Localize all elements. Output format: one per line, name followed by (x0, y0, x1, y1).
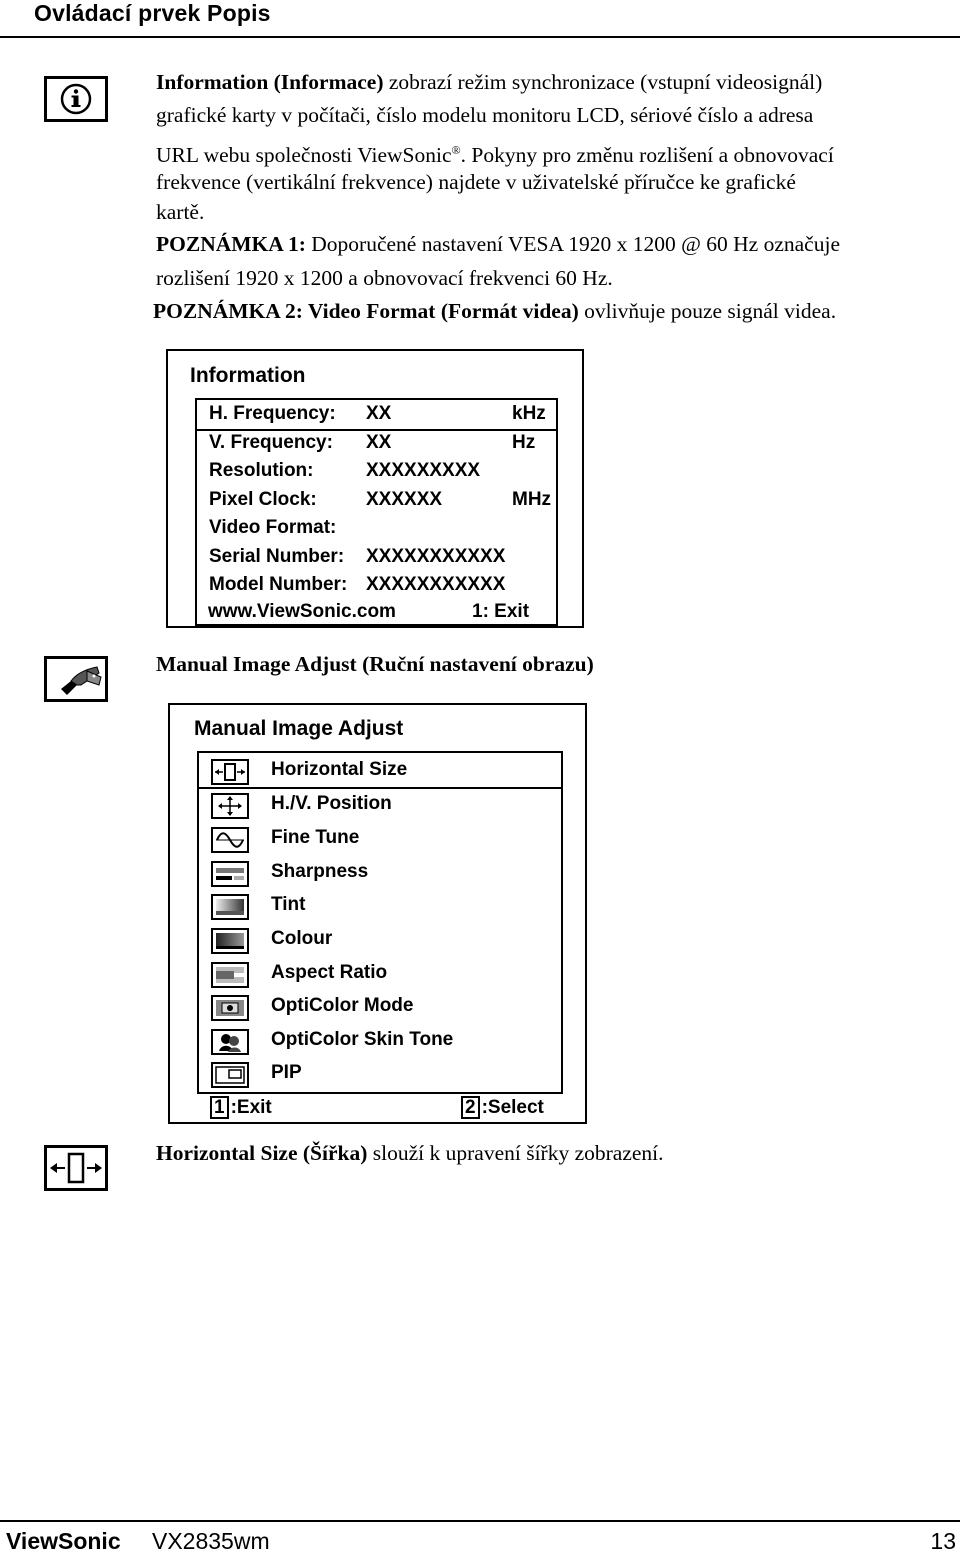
info-icon (44, 76, 108, 122)
page-number: 13 (930, 1528, 956, 1553)
horizontal-size-description: Horizontal Size (Šířka) slouží k upravení šířky zobrazení. (156, 1141, 664, 1165)
information-osd-table (195, 398, 558, 626)
info-row-video-format: Video Format: (209, 517, 337, 538)
menu-item-horizontal-size[interactable]: Horizontal Size (211, 757, 551, 787)
info-row-pixel-clock: Pixel Clock: XXXXXX MHz (209, 489, 552, 510)
viewsonic-url: www.ViewSonic.com (208, 601, 396, 622)
info-exit-hint: 1: Exit (472, 601, 530, 622)
footer-brand: ViewSonic (6, 1528, 121, 1553)
aspect-ratio-icon (211, 962, 249, 988)
page-header (0, 0, 960, 38)
note-1-line-1: POZNÁMKA 1: Doporučené nastavení VESA 1920 x 1200 @ 60 Hz označuje (156, 232, 840, 256)
info-row-v-frequency: V. Frequency: XX Hz (209, 432, 536, 453)
manual-image-adjust-osd-title: Manual Image Adjust (194, 717, 404, 740)
move-arrows-icon (211, 793, 249, 819)
manual-image-adjust-menu-list (197, 751, 563, 1094)
colour-gradient-icon (211, 928, 249, 954)
info-line-1: Information (Informace) zobrazí režim synchronizace (vstupní videosignál) (156, 70, 823, 94)
note-2-line: POZNÁMKA 2: Video Format (Formát videa) ovlivňuje pouze signál videa. (153, 299, 837, 323)
hand-adjust-icon (44, 656, 108, 702)
tint-gradient-icon (211, 894, 249, 920)
menu-item-aspect-ratio[interactable]: Aspect Ratio (211, 960, 551, 990)
note-1-line-2: rozlišení 1920 x 1200 a obnovovací frekvenci 60 Hz. (156, 266, 613, 290)
menu-item-pip[interactable]: PIP (211, 1060, 551, 1090)
sine-wave-icon (211, 827, 249, 853)
info-row-model-number: Model Number: XXXXXXXXXXX (209, 574, 506, 595)
pip-icon (211, 1062, 249, 1088)
horizontal-size-icon (211, 759, 249, 785)
manual-image-adjust-osd-panel (168, 703, 587, 1124)
info-line-3: URL webu společnosti ViewSonic®. Pokyny pro změnu rozlišení a obnovovací (156, 143, 834, 168)
opticolor-mode-icon (211, 995, 249, 1021)
information-osd-title: Information (190, 364, 306, 387)
header-title: Ovládací prvek Popis (34, 0, 271, 26)
select-key: 2 (461, 1096, 480, 1119)
information-osd-divider (197, 429, 556, 431)
horizontal-size-section-icon (44, 1145, 108, 1191)
menu-item-colour[interactable]: Colour (211, 926, 551, 956)
sharpness-icon (211, 861, 249, 887)
info-row-resolution: Resolution: XXXXXXXXX (209, 460, 481, 481)
menu-item-opticolor-mode[interactable]: OptiColor Mode (211, 993, 551, 1023)
skin-tone-icon (211, 1029, 249, 1055)
menu-item-opticolor-skin-tone[interactable]: OptiColor Skin Tone (211, 1027, 551, 1057)
menu-item-fine-tune[interactable]: Fine Tune (211, 825, 551, 855)
menu-item-hv-position[interactable]: H./V. Position (211, 791, 551, 821)
info-line-5: kartě. (156, 200, 205, 224)
footer-model: VX2835wm (152, 1528, 270, 1553)
menu-item-sharpness[interactable]: Sharpness (211, 859, 551, 889)
menu-item-tint[interactable]: Tint (211, 892, 551, 922)
information-osd-panel (166, 349, 584, 628)
info-line-2: grafické karty v počítači, číslo modelu monitoru LCD, sériové číslo a adresa (156, 103, 814, 127)
info-row-serial-number: Serial Number: XXXXXXXXXXX (209, 546, 506, 567)
exit-key: 1 (210, 1096, 229, 1119)
information-osd-footer (208, 601, 530, 623)
exit-hint[interactable]: 1 :Exit (210, 1096, 272, 1119)
page-footer (0, 1520, 960, 1553)
info-row-h-frequency: H. Frequency: XX kHz (209, 403, 546, 424)
manual-image-adjust-heading: Manual Image Adjust (Ruční nastavení obrazu) (156, 652, 594, 676)
info-line-4: frekvence (vertikální frekvence) najdete v uživatelské příručce ke grafické (156, 170, 796, 194)
select-hint[interactable]: 2 :Select (461, 1096, 544, 1119)
